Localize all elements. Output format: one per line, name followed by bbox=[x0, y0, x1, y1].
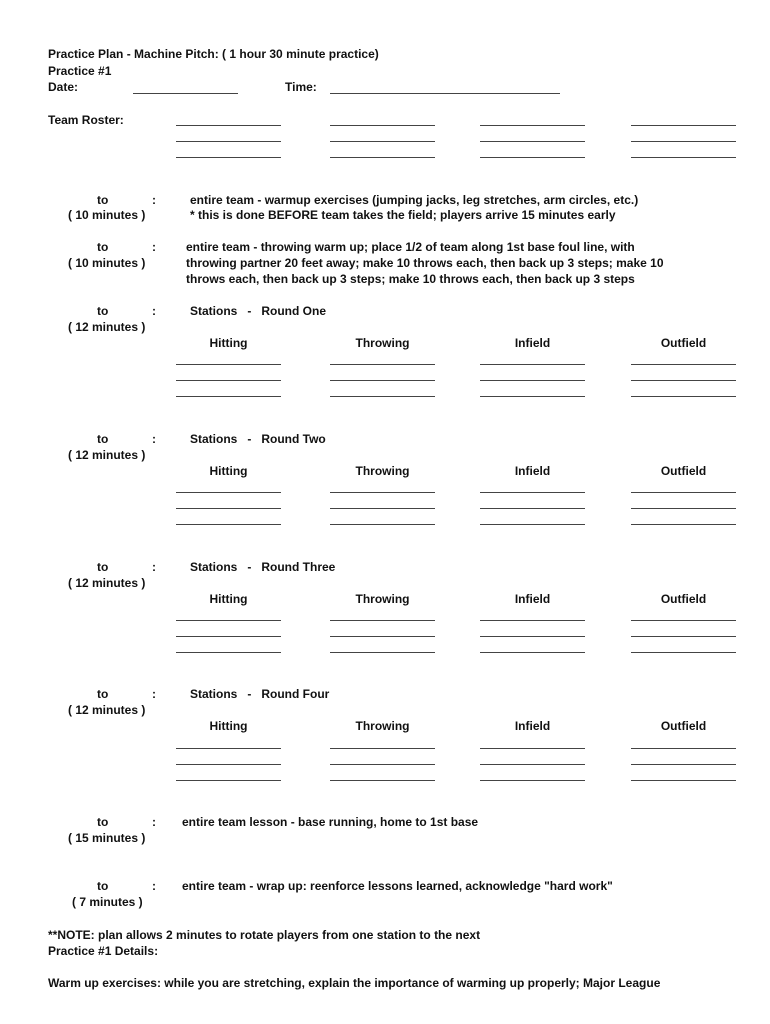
station-blank[interactable] bbox=[480, 492, 585, 493]
round-title: Stations - Round Three bbox=[190, 560, 336, 574]
time-colon: : bbox=[152, 560, 156, 574]
station-infield: Infield bbox=[514, 592, 551, 606]
station-blank[interactable] bbox=[480, 380, 585, 381]
station-hitting: Hitting bbox=[209, 464, 248, 478]
station-blank[interactable] bbox=[631, 748, 736, 749]
station-blank[interactable] bbox=[631, 652, 736, 653]
station-throwing: Throwing bbox=[355, 592, 410, 606]
station-blank[interactable] bbox=[631, 636, 736, 637]
duration-label: ( 12 minutes ) bbox=[68, 320, 146, 334]
duration-label: ( 7 minutes ) bbox=[72, 895, 143, 909]
station-blank[interactable] bbox=[631, 524, 736, 525]
team-roster-label: Team Roster: bbox=[48, 113, 124, 127]
practice-number: Practice #1 bbox=[48, 64, 112, 78]
station-blank[interactable] bbox=[330, 780, 435, 781]
station-blank[interactable] bbox=[631, 380, 736, 381]
station-blank[interactable] bbox=[176, 620, 281, 621]
station-throwing: Throwing bbox=[355, 336, 410, 350]
station-blank[interactable] bbox=[631, 364, 736, 365]
activity-text: entire team - throwing warm up; place 1/2 of team along 1st base foul line, with bbox=[186, 240, 635, 254]
date-label: Date: bbox=[48, 80, 79, 94]
activity-text: entire team - wrap up: reenforce lessons learned, acknowledge "hard work" bbox=[182, 879, 613, 893]
station-blank[interactable] bbox=[480, 748, 585, 749]
activity-text: entire team lesson - base running, home to 1st base bbox=[182, 815, 479, 829]
station-blank[interactable] bbox=[176, 780, 281, 781]
station-blank[interactable] bbox=[480, 652, 585, 653]
station-blank[interactable] bbox=[631, 508, 736, 509]
station-outfield: Outfield bbox=[660, 464, 707, 478]
time-to: to bbox=[97, 432, 109, 446]
roster-blank[interactable] bbox=[631, 141, 736, 142]
station-blank[interactable] bbox=[330, 396, 435, 397]
time-to: to bbox=[97, 193, 109, 207]
round-title: Stations - Round Two bbox=[190, 432, 326, 446]
station-blank[interactable] bbox=[176, 748, 281, 749]
time-colon: : bbox=[152, 193, 156, 207]
station-hitting: Hitting bbox=[209, 719, 248, 733]
station-blank[interactable] bbox=[631, 764, 736, 765]
station-blank[interactable] bbox=[480, 764, 585, 765]
roster-blank[interactable] bbox=[330, 141, 435, 142]
station-blank[interactable] bbox=[330, 524, 435, 525]
roster-blank[interactable] bbox=[631, 157, 736, 158]
station-infield: Infield bbox=[514, 336, 551, 350]
station-blank[interactable] bbox=[480, 364, 585, 365]
time-to: to bbox=[97, 687, 109, 701]
roster-blank[interactable] bbox=[330, 157, 435, 158]
duration-label: ( 12 minutes ) bbox=[68, 703, 146, 717]
page-title: Practice Plan - Machine Pitch: ( 1 hour 30 minute practice) bbox=[48, 47, 379, 61]
station-blank[interactable] bbox=[330, 636, 435, 637]
time-to: to bbox=[97, 560, 109, 574]
time-colon: : bbox=[152, 815, 156, 829]
roster-blank[interactable] bbox=[176, 141, 281, 142]
duration-label: ( 12 minutes ) bbox=[68, 448, 146, 462]
station-infield: Infield bbox=[514, 719, 551, 733]
station-blank[interactable] bbox=[330, 652, 435, 653]
station-outfield: Outfield bbox=[660, 336, 707, 350]
roster-blank[interactable] bbox=[330, 125, 435, 126]
station-blank[interactable] bbox=[480, 636, 585, 637]
station-blank[interactable] bbox=[330, 492, 435, 493]
activity-text: throwing partner 20 feet away; make 10 throws each, then back up 3 steps; make 10 bbox=[186, 256, 664, 270]
round-title: Stations - Round One bbox=[190, 304, 326, 318]
station-blank[interactable] bbox=[480, 524, 585, 525]
time-to: to bbox=[97, 815, 109, 829]
station-blank[interactable] bbox=[176, 764, 281, 765]
roster-blank[interactable] bbox=[480, 125, 585, 126]
time-colon: : bbox=[152, 432, 156, 446]
station-blank[interactable] bbox=[176, 380, 281, 381]
station-blank[interactable] bbox=[631, 620, 736, 621]
time-colon: : bbox=[152, 240, 156, 254]
duration-label: ( 10 minutes ) bbox=[68, 208, 146, 222]
station-blank[interactable] bbox=[330, 508, 435, 509]
time-to: to bbox=[97, 879, 109, 893]
activity-text: throws each, then back up 3 steps; make 10 throws each, then back up 3 steps bbox=[186, 272, 635, 286]
time-colon: : bbox=[152, 687, 156, 701]
time-colon: : bbox=[152, 879, 156, 893]
station-blank[interactable] bbox=[330, 364, 435, 365]
roster-blank[interactable] bbox=[176, 125, 281, 126]
duration-label: ( 12 minutes ) bbox=[68, 576, 146, 590]
time-label: Time: bbox=[285, 80, 317, 94]
details-heading: Practice #1 Details: bbox=[48, 944, 159, 958]
station-infield: Infield bbox=[514, 464, 551, 478]
activity-text: * this is done BEFORE team takes the field; players arrive 15 minutes early bbox=[190, 208, 616, 222]
time-blank[interactable] bbox=[330, 93, 560, 94]
station-blank[interactable] bbox=[330, 748, 435, 749]
station-blank[interactable] bbox=[480, 508, 585, 509]
duration-label: ( 15 minutes ) bbox=[68, 831, 146, 845]
activity-text: entire team - warmup exercises (jumping jacks, leg stretches, arm circles, etc.) bbox=[190, 193, 639, 207]
station-throwing: Throwing bbox=[355, 719, 410, 733]
station-blank[interactable] bbox=[631, 396, 736, 397]
station-blank[interactable] bbox=[176, 492, 281, 493]
station-blank[interactable] bbox=[176, 524, 281, 525]
time-to: to bbox=[97, 240, 109, 254]
station-blank[interactable] bbox=[176, 364, 281, 365]
round-title: Stations - Round Four bbox=[190, 687, 330, 701]
roster-blank[interactable] bbox=[480, 141, 585, 142]
station-blank[interactable] bbox=[330, 764, 435, 765]
time-colon: : bbox=[152, 304, 156, 318]
roster-blank[interactable] bbox=[480, 157, 585, 158]
station-blank[interactable] bbox=[631, 780, 736, 781]
station-blank[interactable] bbox=[631, 492, 736, 493]
station-throwing: Throwing bbox=[355, 464, 410, 478]
duration-label: ( 10 minutes ) bbox=[68, 256, 146, 270]
roster-blank[interactable] bbox=[631, 125, 736, 126]
station-hitting: Hitting bbox=[209, 336, 248, 350]
time-to: to bbox=[97, 304, 109, 318]
station-hitting: Hitting bbox=[209, 592, 248, 606]
rotation-note: **NOTE: plan allows 2 minutes to rotate players from one station to the next bbox=[48, 928, 481, 942]
station-blank[interactable] bbox=[480, 620, 585, 621]
station-outfield: Outfield bbox=[660, 719, 707, 733]
roster-blank[interactable] bbox=[176, 157, 281, 158]
date-blank[interactable] bbox=[133, 93, 238, 94]
station-blank[interactable] bbox=[480, 396, 585, 397]
warmup-details: Warm up exercises: while you are stretching, explain the importance of warming up properly; Major League bbox=[48, 976, 661, 990]
station-blank[interactable] bbox=[330, 380, 435, 381]
station-blank[interactable] bbox=[330, 620, 435, 621]
station-blank[interactable] bbox=[176, 636, 281, 637]
station-blank[interactable] bbox=[176, 508, 281, 509]
station-outfield: Outfield bbox=[660, 592, 707, 606]
station-blank[interactable] bbox=[176, 652, 281, 653]
station-blank[interactable] bbox=[480, 780, 585, 781]
station-blank[interactable] bbox=[176, 396, 281, 397]
